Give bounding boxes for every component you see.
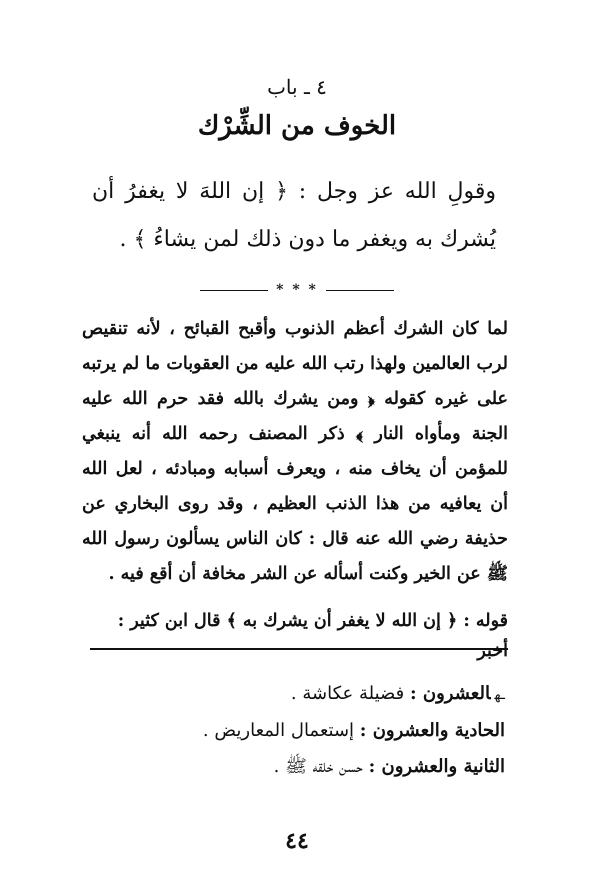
- quranic-verse: وقولِ الله عز وجل : ﴿ إن اللهَ لا يغفرُ أن يُشرك به ويغفر ما دون ذلك لمن يشاءُ ﴾ .: [92, 179, 496, 252]
- footnote-item: [150, 713, 505, 749]
- commentary-paragraph: [82, 312, 508, 592]
- footnote-label: الثانية والعشرون :: [368, 756, 505, 777]
- footnote-label: العشرون :: [409, 683, 491, 704]
- page-number: ٤٤: [285, 828, 309, 854]
- footnote-text: حسن خلقه ﷺ .: [273, 756, 363, 777]
- paragraph-text: لما كان الشرك أعظم الذنوب وأقبح القبائح ، لأنه تنقيص لرب العالمين ولهذا رتب الله عليه من العقوبات ما لم يرتبه على غيره كقوله ﴿ ومن يشرك بالله فقد حرم الله عليه الجنة ومأواه النار ﴾ ذكر المصنف رحمه الله أنه ينبغي للمؤمن أن يخاف منه ، ويعرف أسبابه ومبادئه ، لعل الله أن يعافيه من هذا الذنب العظيم ، وقد روى البخاري عن حذيفة رضي الله عنه قال : كان الناس يسألون رسول الله ﷺ عن الخير وكنت أسأله عن الشر مخافة أن أقع فيه .: [82, 319, 508, 584]
- footnote-item: [150, 676, 505, 713]
- footnote-text: فضيلة عكاشة .: [290, 683, 405, 704]
- section-separator: [200, 283, 394, 297]
- footnote-marker: ـه: [494, 687, 505, 703]
- footnote-divider: [90, 648, 508, 650]
- footnote-text: إستعمال المعاريض .: [202, 720, 355, 741]
- footnote-label: الحادية والعشرون :: [359, 720, 505, 741]
- footnotes: [150, 676, 505, 785]
- separator-line-right: [326, 290, 394, 291]
- separator-line-left: [200, 290, 268, 291]
- commentary-line: قوله : ﴿ إن الله لا يغفر أن يشرك به ﴾ قال ابن كثير : أخبر: [117, 611, 508, 661]
- chapter-number: ٤ ـ باب: [267, 75, 327, 99]
- separator-stars: * * *: [276, 282, 318, 298]
- chapter-title: الخوف من الشِّرْك: [197, 111, 397, 141]
- footnote-item: [150, 749, 505, 785]
